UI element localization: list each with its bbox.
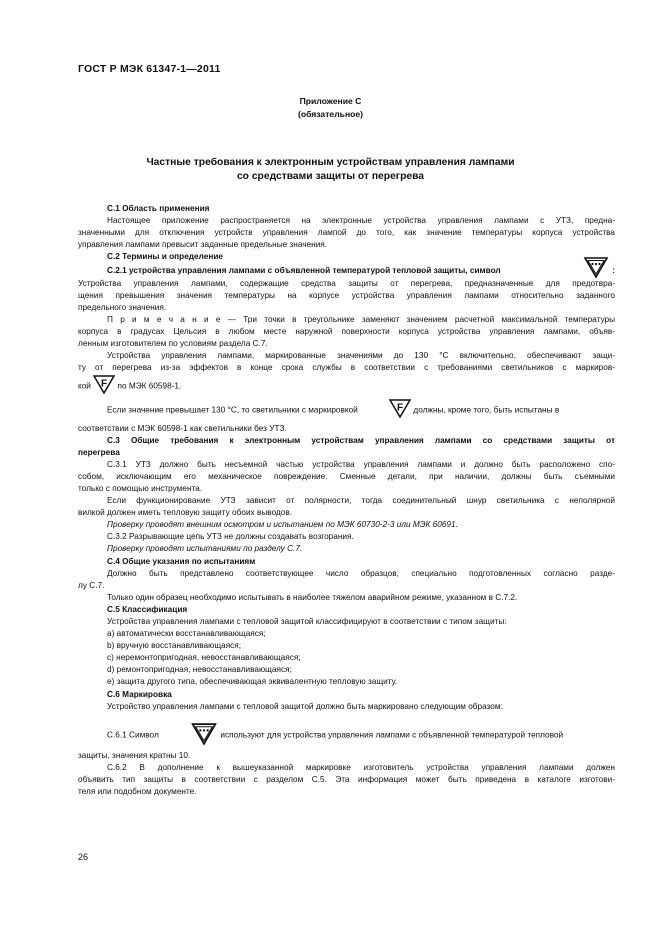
c21-definition-line: [78, 265, 615, 277]
over-line1-suffix: должны, кроме того, быть испытаны в: [413, 406, 560, 416]
c6-intro: Устройство управления лампами с тепловой защитой должно быть маркировано следующим образом:: [107, 701, 503, 711]
c61-suffix: используют для устройства управления лампами с объявленной температурой тепловой: [220, 730, 564, 740]
c1-text-line3: управления лампами превысит заданные предельные значения.: [78, 240, 328, 250]
c4-line2: лу С.7.: [78, 580, 105, 590]
f-letter: F: [101, 378, 108, 390]
c32-line: С.3.2 Разрывающие цепь УТЗ не должны создавать возгорания.: [107, 532, 354, 542]
note-label: П р и м е ч а н и е: [107, 314, 221, 324]
note-line3: ленным изготовителем по условиям раздела С.7.: [78, 339, 268, 349]
list-item: а) автоматически восстанавливающаяся;: [107, 629, 266, 639]
main-title-line2: со средствами защиты от перегрева: [236, 171, 425, 182]
c1-text-line2: значенными для отключения устройств управления лампой до того, как значение температуры корпуса устройства: [78, 228, 615, 238]
marked-line1: Устройства управления лампами, маркированные значениями до 130 °С включительно, обеспечивают защи-: [107, 351, 615, 361]
c5-intro: Устройства управления лампами с тепловой защитой классифицируют в соответствии с типом защиты:: [107, 617, 507, 626]
c31-line3: только с помощью инструмента.: [78, 483, 203, 493]
c61-line2: защиты, значения кратны 10.: [78, 750, 191, 760]
triangle-f-icon: [360, 399, 411, 422]
c4-line1: Должно быть представлено соответствующее число образцов, специально подготовленных согласно разде-: [107, 568, 615, 578]
section-heading-c5: С.5 Классификация: [107, 604, 188, 614]
section-heading-c3-line1: С.3 Общие требования к электронным устройствам управления лампами со средствами защиты от: [107, 435, 615, 445]
c21-colon: :: [612, 266, 615, 276]
section-heading-c3-line2: перегрева: [78, 447, 120, 457]
marked-line3: [78, 375, 615, 398]
list-item: е) защита другого типа, обеспечивающая эквивалентную тепловую защиту.: [107, 677, 398, 687]
page-number: 26: [78, 852, 89, 862]
list-item: d) ремонтопригодная, невосстанавливающаяся;: [107, 665, 292, 675]
over-line1: [78, 399, 615, 422]
triangle-dots-icon: [161, 721, 218, 750]
list-item: с) неремонтопригодная, невосстанавливающаяся;: [107, 653, 301, 663]
c31-line2: собом, исключающим его механическое повреждение. Сменные детали, при наличии, должны быть съемными: [78, 471, 615, 481]
section-heading-c1: С.1 Область применения: [107, 204, 210, 213]
c62-line3: теля или подобном документе.: [78, 787, 197, 797]
c21-text-line4: предельного значения.: [78, 302, 167, 312]
document-body: [78, 203, 615, 798]
c61-prefix: С.6.1 Символ: [107, 730, 159, 740]
note-text: — Три точки в треугольнике заменяют значением расчетной максимальной температуры: [220, 314, 616, 324]
annex-title: Приложение С: [299, 96, 362, 106]
section-heading-c2: С.2 Термины и определение: [107, 252, 223, 262]
over-line2: соответствии с МЭК 60598-1 как светильники без УТЗ.: [78, 423, 287, 433]
triangle-f-icon: [93, 375, 115, 398]
section-heading-c4: С.4 Общие указания по испытаниям: [107, 556, 256, 566]
polarity-line2: вилкой должен иметь тепловую защиту обоих выводов.: [78, 508, 293, 518]
note-line2: корпуса в градусах Цельсия в любом месте наружной поверхности корпуса устройства управления лампами, объяв-: [78, 326, 615, 336]
c21-text-line3: щения превышения значения температуры на корпусе устройства управления лампами относительно заданного: [78, 290, 615, 300]
c31-line1: С.3.1 УТЗ должно быть несъемной частью устройства управления лампами и должно быть расположено спо-: [107, 459, 615, 469]
marked-line3-suffix: по МЭК 60598-1.: [117, 382, 182, 392]
c21-term: С.2.1 устройства управления лампами с объявленной температурой тепловой защиты, символ: [107, 266, 501, 276]
c62-line2: объявить тип защиты в соответствии с разделом С.5. Эта информация может быть приведена в каталоге изготови-: [78, 775, 615, 785]
c4-line3: Только один образец необходимо испытывать в наиболее тяжелом аварийном режиме, указанном в С.7.2.: [107, 592, 518, 602]
polarity-line1: Если функционирование УТЗ зависит от полярности, тогда соединительный шнур светильника с неполярной: [107, 496, 615, 506]
check-line1: Проверку проводят внешним осмотром и испытанием по МЭК 60730-2-3 или МЭК 60691.: [107, 520, 458, 530]
annex-status: (обязательное): [297, 109, 364, 119]
section-heading-c6: С.6 Маркировка: [107, 689, 172, 699]
document-header: ГОСТ Р МЭК 61347-1—2011: [78, 63, 221, 75]
note-line1: [78, 314, 615, 326]
list-item: b) вручную восстанавливающаяся;: [107, 641, 242, 651]
main-title-line1: Частные требования к электронным устройствам управления лампами: [146, 157, 515, 168]
f-letter: F: [397, 402, 404, 414]
c21-text-line2: Устройства управления лампами, содержащие средства защиты от перегрева, предназначенные для предотвра-: [78, 278, 615, 288]
check-line2: Проверку проводят испытаниями по разделу С.7.: [107, 544, 303, 554]
c61-line1: [78, 721, 615, 750]
c1-text-line1: Настоящее приложение распространяется на электронные устройства управления лампами с УТЗ, предна-: [107, 216, 615, 226]
marked-line3-prefix: кой: [78, 382, 91, 392]
c62-line1: С.6.2 В дополнение к вышеуказанной маркировке изготовитель устройства управления лампами должен: [107, 762, 615, 772]
over-line1-prefix: Если значение превышает 130 °С, то светильники с маркировкой: [107, 406, 358, 416]
marked-line2: ту от перегрева из-за эффектов в конце срока службы в соответствии с требованиями светильников с маркиров-: [78, 363, 615, 373]
